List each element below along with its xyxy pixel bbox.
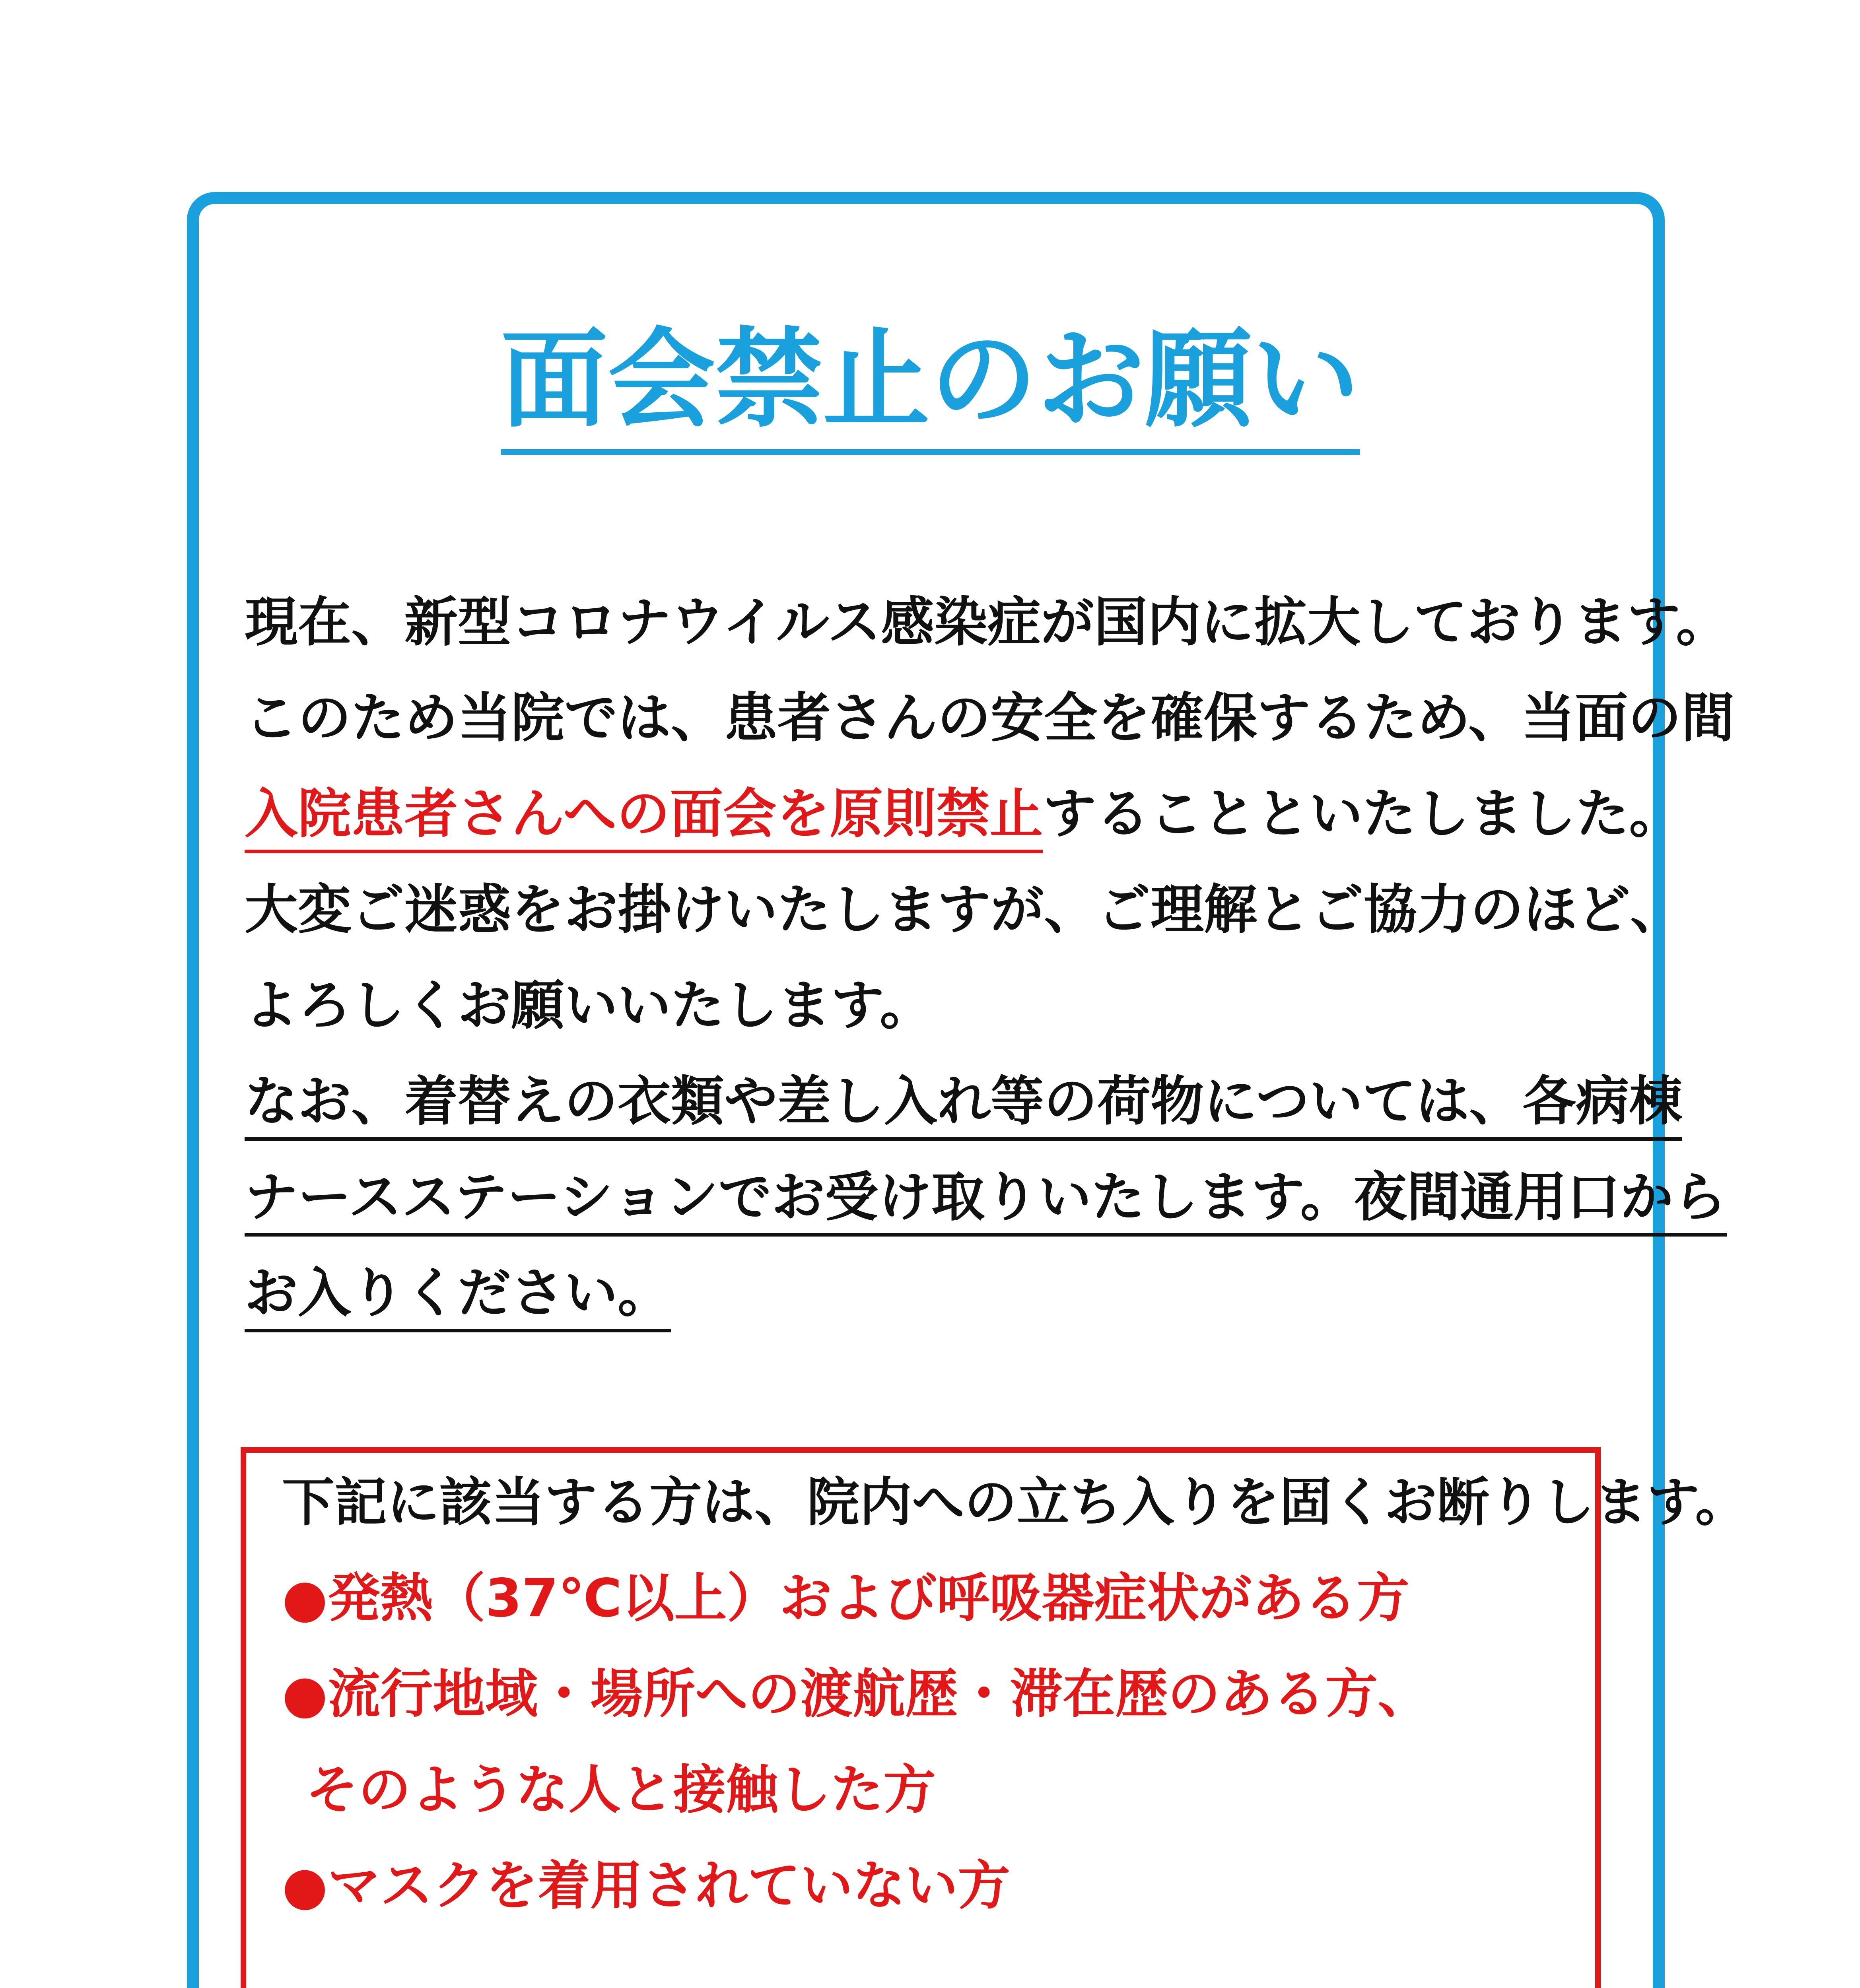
bullet-icon: ● [282,1855,328,1916]
restriction-item-mask: ●マスクを着用されていない方 [282,1855,1011,1916]
restriction-item-travel-cont: そのような人と接触した方 [306,1759,936,1821]
paragraph-line-6 [245,1070,1683,1167]
belongings-note-3: お入りください。 [245,1262,671,1332]
paragraph-line-2: このため当院では、患者さんの安全を確保するため、当面の間 [245,687,1735,749]
bullet-icon: ● [282,1664,328,1725]
paragraph-line-3-rest: することといたしました。 [1043,783,1683,845]
paragraph-line-1: 現在、新型コロナウイルス感染症が国内に拡大しております。 [245,591,1730,653]
belongings-note-1: なお、着替えの衣類や差し入れ等の荷物については、各病棟 [245,1070,1682,1141]
visit-ban-emphasis: 入院患者さんへの面会を原則禁止 [245,783,1043,853]
belongings-note-2: ナースステーションでお受け取りいたします。夜間通用口から [245,1166,1727,1237]
restriction-item-travel: ●流行地域・場所への渡航歴・滞在歴のある方、 [282,1664,1430,1725]
paragraph-line-5: よろしくお願いいたします。 [245,975,933,1037]
paragraph-line-4: 大変ご迷惑をお掛けいたしますが、ご理解とご協力のほど、 [245,879,1684,941]
restriction-header: 下記に該当する方は、院内への立ち入りを固くお断りします。 [282,1472,1748,1533]
bullet-icon: ● [282,1568,328,1629]
paragraph-line-3 [245,783,1683,880]
paragraph-line-8 [245,1263,1617,1359]
page-title-text: 面会禁止のお願い [501,326,1360,455]
paragraph-line-7 [245,1166,1727,1263]
page-title [0,317,1860,455]
notice-paragraph [245,591,1735,1359]
entry-restriction-box [241,1447,1748,1988]
restriction-item-fever: ●発熱（37℃以上）および呼吸器症状がある方 [282,1568,1409,1629]
